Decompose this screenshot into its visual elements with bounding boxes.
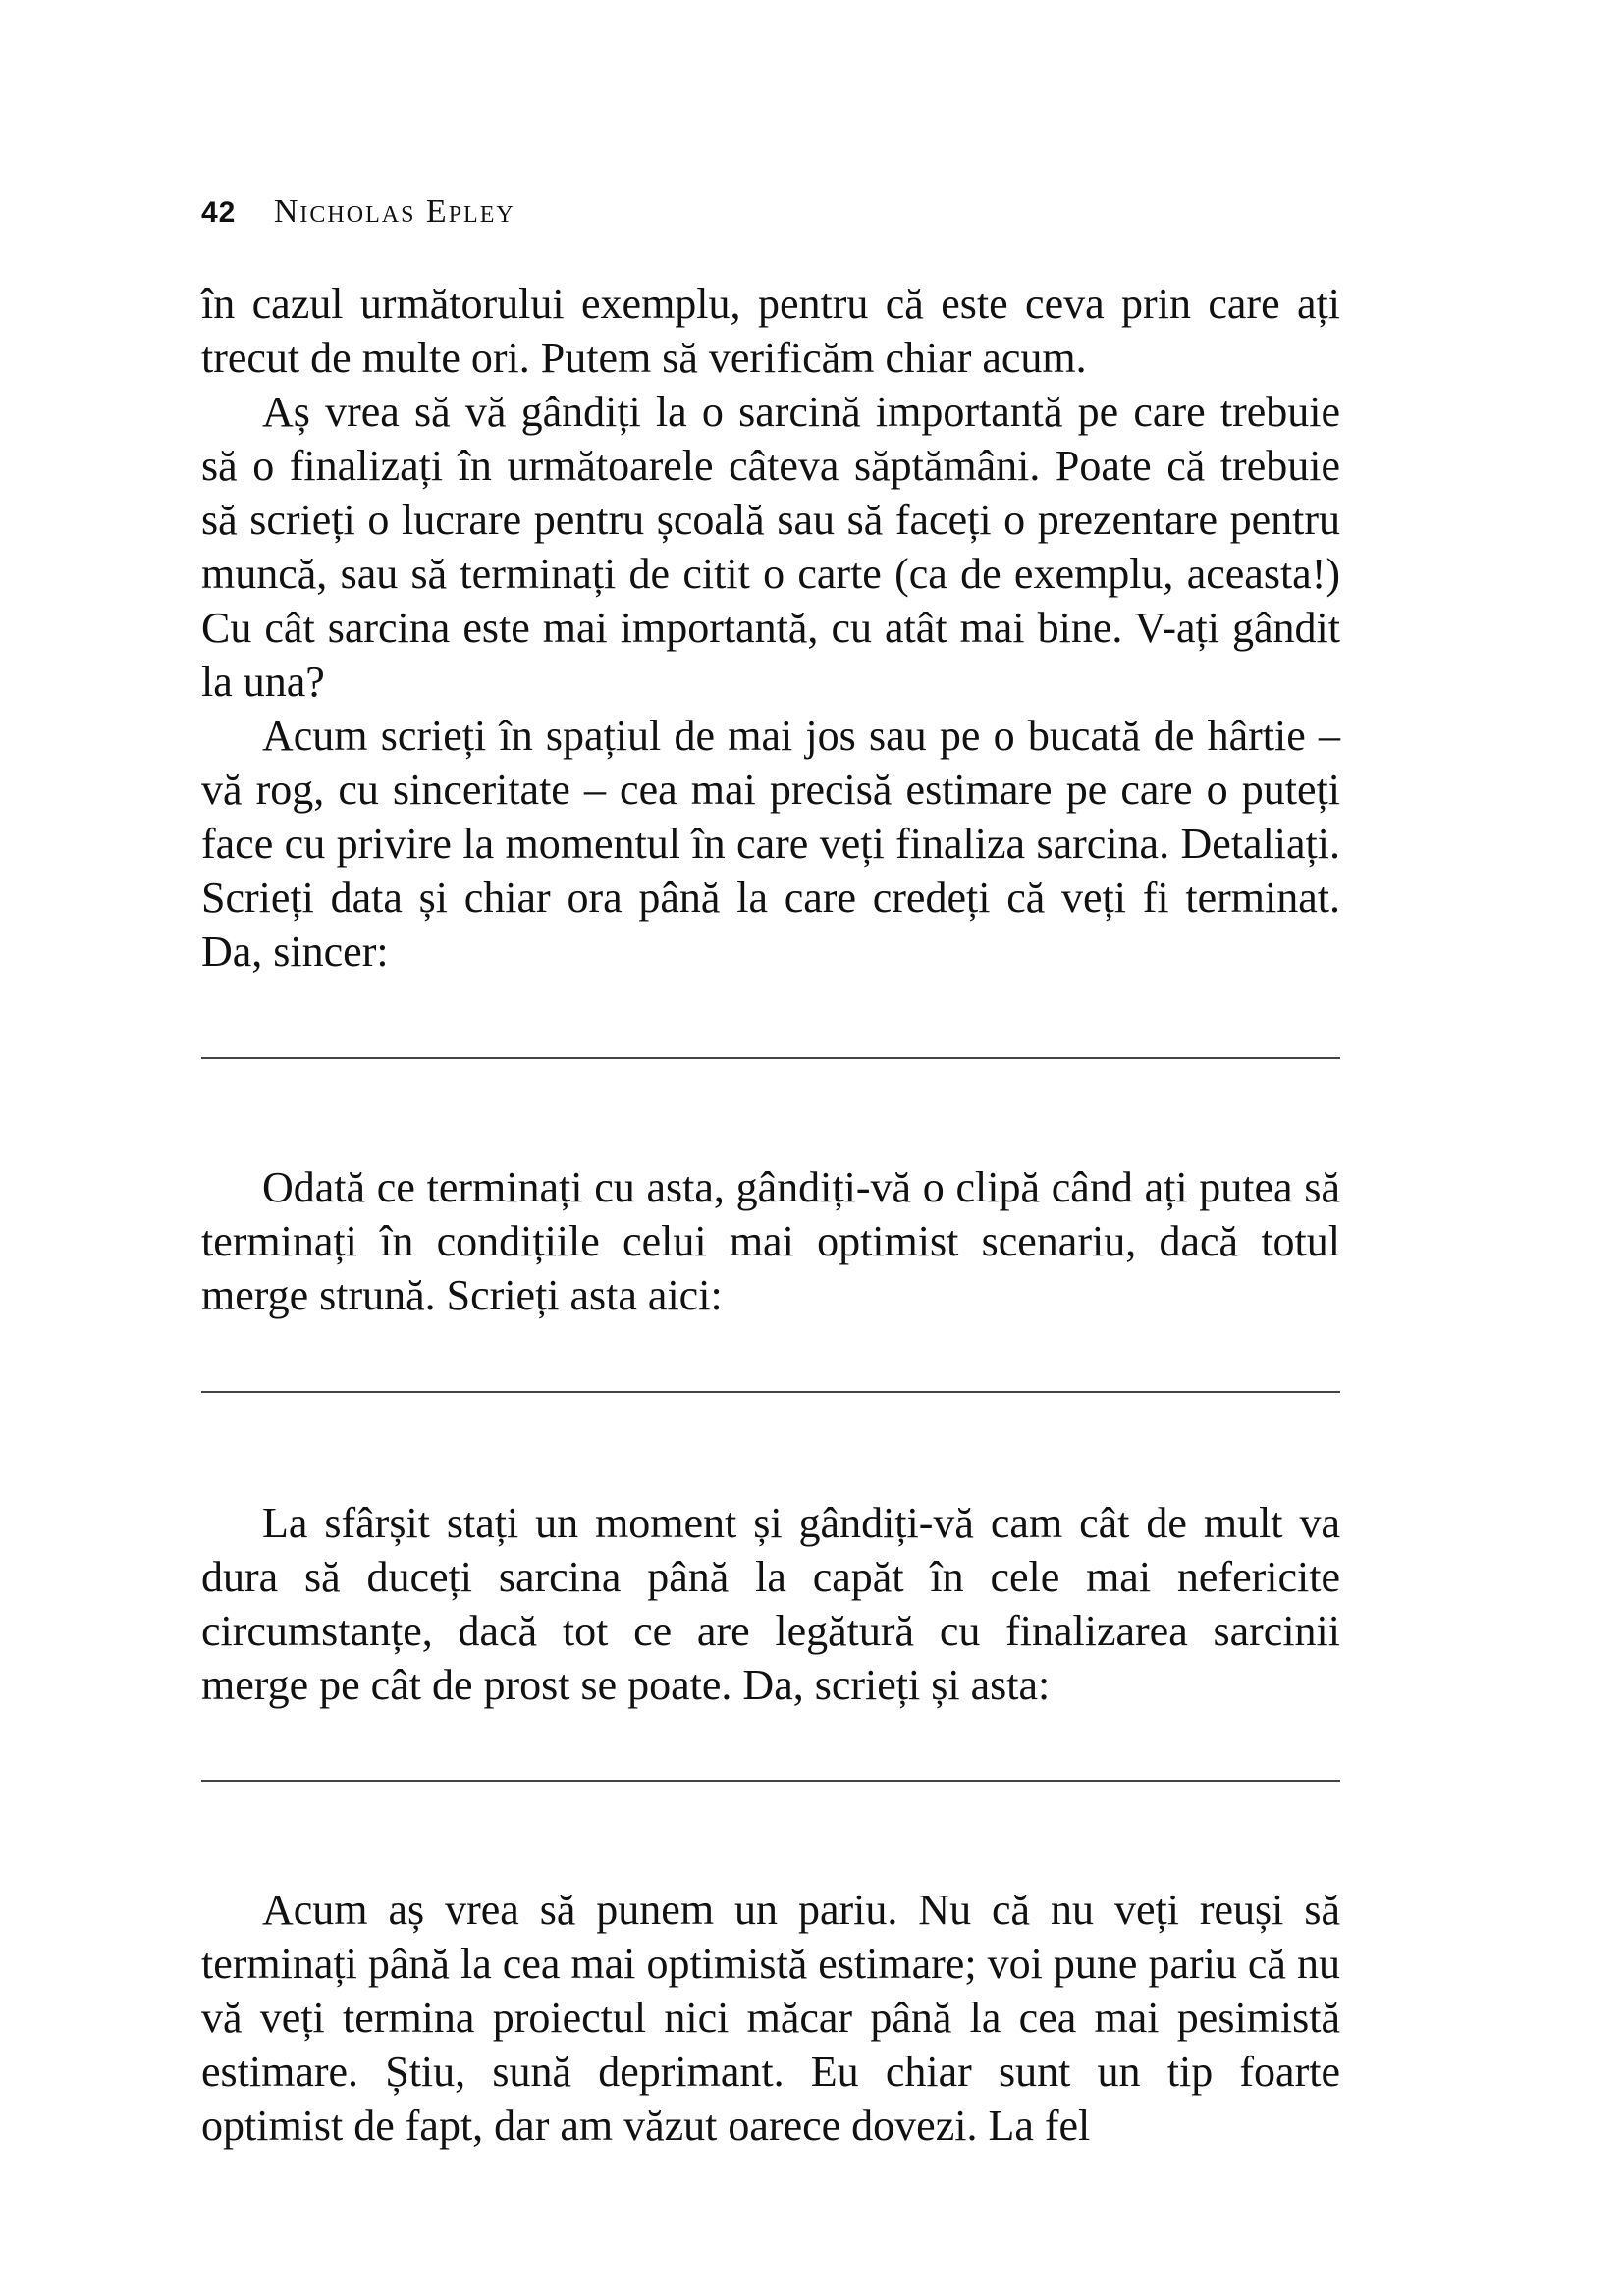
paragraph-precise-estimate: Acum scrieți în spațiul de mai jos sau pe o bucată de hârtie – vă rog, cu sinceritate – cea mai precisă estimare pe care o puteți face cu privire la momentul în care veți finaliza sarcina. Detaliați. Scrieți data și chiar ora până la care credeți că veți fi terminat. Da, sincer: <box>201 712 1340 976</box>
answer-line-precise-estimate <box>201 1057 1340 1059</box>
paragraph-continuation: în cazul următorului exemplu, pentru că este ceva prin care ați trecut de multe ori. Putem să verificăm chiar acum. <box>201 280 1340 382</box>
paragraph-pessimistic-scenario: La sfârșit stați un moment și gândiți-vă cam cât de mult va dura să duceți sarcina până la capăt în cele mai nefericite circumstanțe, dacă tot ce are legătură cu finalizarea sarcinii merge pe cât de prost se poate. Da, scrieți și asta: <box>201 1499 1340 1709</box>
running-header <box>201 192 515 233</box>
answer-line-pessimistic-estimate <box>201 1780 1340 1782</box>
text-block-intro <box>201 277 1340 979</box>
text-block-pessimistic <box>201 1496 1340 1712</box>
paragraph-optimistic-scenario: Odată ce terminați cu asta, gândiți-vă o clipă când ați putea să terminați în condițiile celui mai optimist scenariu, dacă totul merge strună. Scrieți asta aici: <box>201 1163 1340 1319</box>
text-block-bet <box>201 1883 1340 2153</box>
page-number: 42 <box>201 196 237 229</box>
paragraph-bet: Acum aș vrea să punem un pariu. Nu că nu veți reuși să terminați până la cea mai optimistă estimare; voi pune pariu că nu vă veți termina proiectul nici măcar până la cea mai pesimistă estimare. Știu, sună deprimant. Eu chiar sunt un tip foarte optimist de fapt, dar am văzut oarece dovezi. La fel <box>201 1886 1340 2150</box>
text-block-optimistic <box>201 1160 1340 1322</box>
running-header-author: Nicholas Epley <box>273 193 515 230</box>
answer-line-optimistic-estimate <box>201 1391 1340 1393</box>
paragraph-important-task: Aș vrea să vă gândiți la o sarcină importantă pe care trebuie să o finalizați în următoarele câteva săptămâni. Poate că trebuie să scrieți o lucrare pentru școală sau să faceți o prezentare pentru muncă, sau să terminați de citit o carte (ca de exemplu, aceasta!) Cu cât sarcina este mai importantă, cu atât mai bine. V-ați gândit la una? <box>201 388 1340 706</box>
